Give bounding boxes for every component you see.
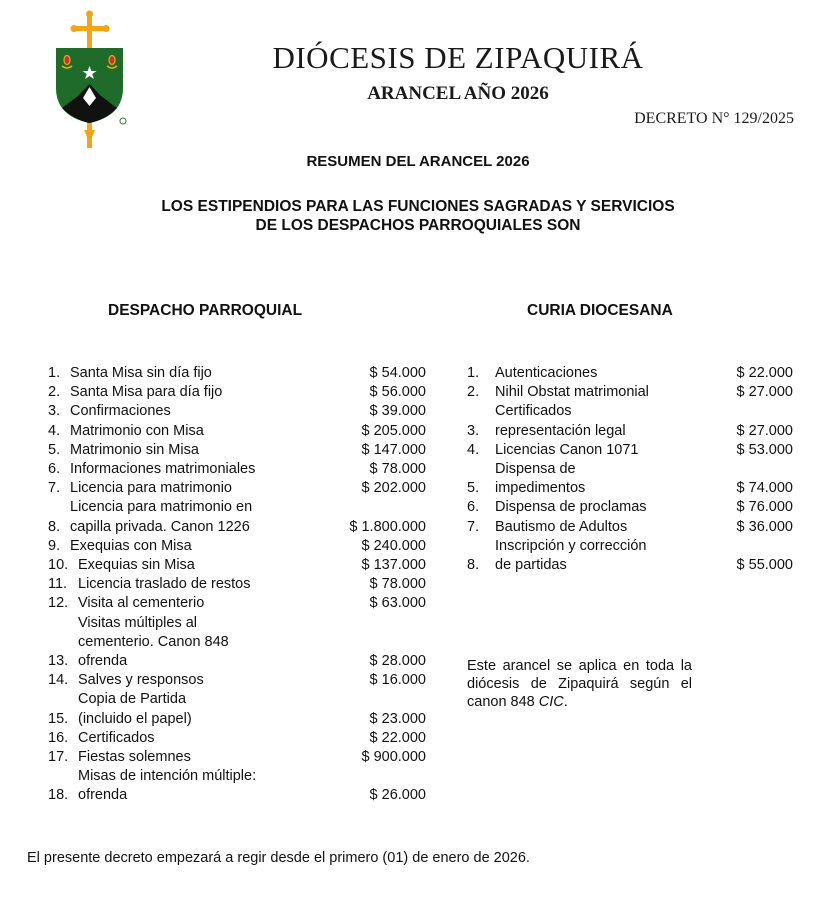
item-number: 6. xyxy=(467,499,480,516)
list-item xyxy=(467,518,793,537)
item-description: Matrimonio con Misa xyxy=(70,422,204,439)
item-description: Inscripción y corrección de partidas xyxy=(495,537,647,574)
item-price: $ 54.000 xyxy=(369,365,426,381)
list-item xyxy=(48,460,426,479)
item-number: 8. xyxy=(467,557,480,574)
list-item xyxy=(467,441,793,460)
item-number: 7. xyxy=(467,518,480,535)
item-number: 3. xyxy=(48,403,61,420)
list-item xyxy=(467,402,793,440)
item-description: Salves y responsos xyxy=(78,672,204,689)
item-description: Bautismo de Adultos xyxy=(495,518,628,535)
list-item xyxy=(467,364,793,383)
effective-date-statement: El presente decreto empezará a regir desde el primero (01) de enero de 2026. xyxy=(27,850,530,866)
list-item xyxy=(48,671,426,690)
item-price: $ 39.000 xyxy=(369,403,426,420)
item-number: 18. xyxy=(48,787,69,804)
decree-number: DECRETO N° 129/2025 xyxy=(634,110,794,127)
item-number: 12. xyxy=(48,595,69,612)
summary-title: RESUMEN DEL ARANCEL 2026 xyxy=(306,153,530,170)
diocese-crest-logo xyxy=(50,8,130,150)
item-description: Nihil Obstat matrimonial xyxy=(495,384,649,401)
item-price: $ 22.000 xyxy=(736,365,793,381)
item-price: $ 63.000 xyxy=(369,595,426,612)
item-number: 5. xyxy=(48,441,61,458)
note-italic: CIC xyxy=(538,694,564,710)
list-item xyxy=(48,729,426,748)
list-item xyxy=(48,383,426,402)
item-description: Informaciones matrimoniales xyxy=(70,461,256,478)
item-number: 3. xyxy=(467,422,480,439)
item-price: $ 22.000 xyxy=(369,729,426,746)
list-item xyxy=(48,767,426,805)
item-price: $ 28.000 xyxy=(369,653,426,670)
heading-line-1: LOS ESTIPENDIOS PARA LAS FUNCIONES SAGRADAS Y SERVICIOS xyxy=(161,198,675,215)
item-number: 16. xyxy=(48,729,69,746)
item-price: $ 205.000 xyxy=(361,422,426,439)
item-number: 2. xyxy=(467,384,480,401)
item-number: 2. xyxy=(48,384,61,401)
list-item xyxy=(467,537,793,575)
parish-fee-list xyxy=(48,364,426,806)
item-number: 7. xyxy=(48,480,61,497)
item-description: Fiestas solemnes xyxy=(78,749,191,766)
item-price: $ 1.800.000 xyxy=(349,518,426,535)
item-number: 5. xyxy=(467,480,480,497)
list-item xyxy=(48,498,426,536)
item-number: 11. xyxy=(48,576,68,593)
item-price: $ 27.000 xyxy=(736,384,793,401)
item-price: $ 55.000 xyxy=(736,557,793,574)
item-price: $ 53.000 xyxy=(736,441,793,458)
curia-fee-list xyxy=(467,364,793,575)
item-price: $ 74.000 xyxy=(736,480,793,497)
item-description: Exequias con Misa xyxy=(70,537,192,554)
item-number: 13. xyxy=(48,653,69,670)
item-description: Autenticaciones xyxy=(495,365,598,381)
item-description: Licencia traslado de restos xyxy=(78,576,251,593)
item-number: 1. xyxy=(48,365,61,381)
item-price: $ 240.000 xyxy=(361,537,426,554)
item-price: $ 900.000 xyxy=(361,749,426,766)
item-description: Santa Misa para día fijo xyxy=(70,384,223,401)
item-price: $ 27.000 xyxy=(736,422,793,439)
list-item xyxy=(48,422,426,441)
note-text: Este arancel se aplica en toda la diócesis de Zipaquirá según el canon 848 xyxy=(467,658,692,710)
item-description: Visitas múltiples al cementerio. Canon 848 ofrenda xyxy=(78,614,229,670)
parish-office-title: DESPACHO PARROQUIAL xyxy=(108,302,303,319)
scope-note xyxy=(467,657,692,711)
item-number: 15. xyxy=(48,710,69,727)
item-description: Misas de intención múltiple: ofrenda xyxy=(78,768,257,804)
item-number: 14. xyxy=(48,672,69,689)
list-item xyxy=(48,364,426,383)
item-price: $ 137.000 xyxy=(361,557,426,574)
item-number: 1. xyxy=(467,365,480,381)
item-price: $ 36.000 xyxy=(736,518,793,535)
item-number: 4. xyxy=(467,441,480,458)
item-description: Licencia para matrimonio xyxy=(70,480,232,497)
item-price: $ 78.000 xyxy=(369,461,426,478)
item-description: Licencias Canon 1071 xyxy=(495,441,639,458)
list-item xyxy=(48,614,426,672)
item-description: Copia de Partida (incluido el papel) xyxy=(78,691,192,727)
item-description: Confirmaciones xyxy=(70,403,171,420)
note-end: . xyxy=(563,694,568,710)
item-price: $ 23.000 xyxy=(369,710,426,727)
item-number: 17. xyxy=(48,749,69,766)
item-price: $ 16.000 xyxy=(369,672,426,689)
item-description: Licencia para matrimonio en capilla privada. Canon 1226 xyxy=(70,499,253,535)
copyright-icon xyxy=(120,118,126,124)
list-item xyxy=(48,479,426,498)
item-number: 4. xyxy=(48,422,61,439)
item-price: $ 147.000 xyxy=(361,441,426,458)
item-description: Certificados representación legal xyxy=(495,403,626,439)
fee-schedule-year: ARANCEL AÑO 2026 xyxy=(367,83,549,104)
item-description: Visita al cementerio xyxy=(78,595,205,612)
item-number: 6. xyxy=(48,461,61,478)
list-item xyxy=(48,575,426,594)
item-price: $ 78.000 xyxy=(369,576,426,593)
list-item xyxy=(48,690,426,728)
item-price: $ 56.000 xyxy=(369,384,426,401)
heading-line-2: DE LOS DESPACHOS PARROQUIALES SON xyxy=(255,217,581,234)
item-number: 10. xyxy=(48,557,69,574)
item-description: Dispensa de impedimentos xyxy=(495,461,586,497)
list-item xyxy=(48,556,426,575)
list-item xyxy=(48,594,426,613)
list-item xyxy=(48,402,426,421)
item-description: Exequias sin Misa xyxy=(78,557,195,574)
item-price: $ 26.000 xyxy=(369,787,426,804)
list-item xyxy=(467,460,793,498)
item-description: Dispensa de proclamas xyxy=(495,499,647,516)
item-number: 9. xyxy=(48,537,61,554)
diocesan-curia-title: CURIA DIOCESANA xyxy=(527,302,673,319)
item-number: 8. xyxy=(48,518,61,535)
item-price: $ 202.000 xyxy=(361,480,426,497)
item-description: Matrimonio sin Misa xyxy=(70,441,199,458)
diocese-title: DIÓCESIS DE ZIPAQUIRÁ xyxy=(272,40,644,75)
list-item xyxy=(467,498,793,517)
item-price: $ 76.000 xyxy=(736,499,793,516)
item-description: Santa Misa sin día fijo xyxy=(70,365,212,381)
list-item xyxy=(48,748,426,767)
list-item xyxy=(48,537,426,556)
item-description: Certificados xyxy=(78,729,155,746)
list-item xyxy=(467,383,793,402)
list-item xyxy=(48,441,426,460)
section-heading xyxy=(0,197,836,235)
